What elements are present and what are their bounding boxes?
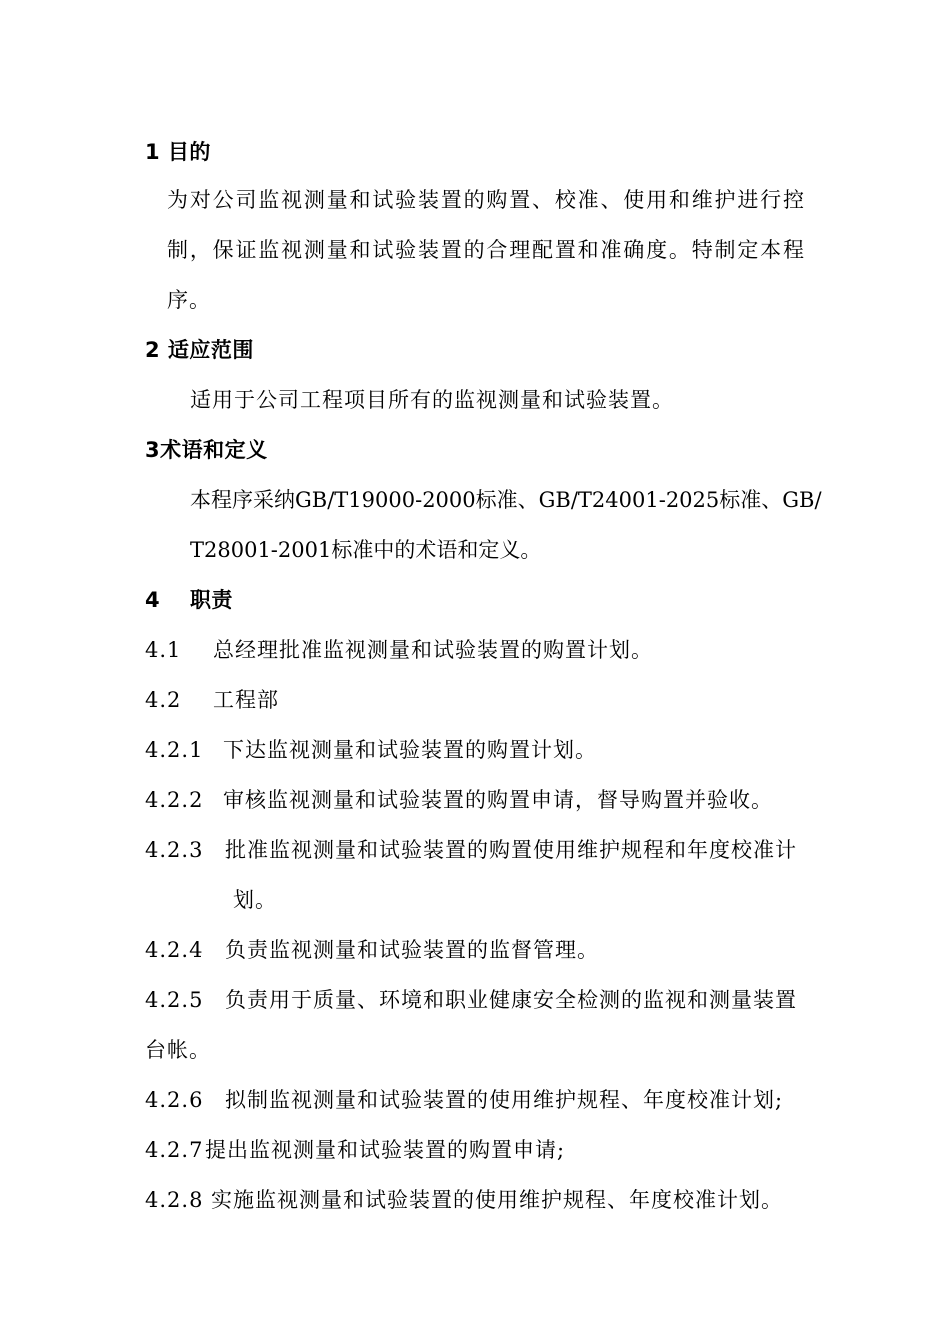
list-item <box>145 836 797 864</box>
paragraph-line: 序。 <box>167 288 211 312</box>
paragraph-line: 适用于公司工程项目所有的监视测量和试验装置。 <box>190 388 674 412</box>
section-heading: 3术语和定义 <box>145 438 268 462</box>
item-number: 4.2.7 <box>145 1138 204 1162</box>
item-text: 工程部 <box>213 688 279 712</box>
item-text: 负责监视测量和试验装置的监督管理。 <box>225 938 599 962</box>
section-heading <box>145 586 233 614</box>
item-text-continuation: 台帐。 <box>145 1038 211 1062</box>
paragraph-line: T28001-2001标准中的术语和定义。 <box>190 538 542 562</box>
item-text: 批准监视测量和试验装置的购置使用维护规程和年度校准计 <box>225 838 797 862</box>
item-number: 4.2.4 <box>145 938 204 962</box>
list-item <box>145 1186 783 1214</box>
list-item <box>145 1136 565 1164</box>
list-item <box>145 1086 783 1114</box>
item-text: 审核监视测量和试验装置的购置申请，督导购置并验收。 <box>223 788 773 812</box>
item-number: 4.2.8 <box>145 1188 204 1212</box>
item-number: 4.1 <box>145 638 182 662</box>
item-text: 总经理批准监视测量和试验装置的购置计划。 <box>213 638 653 662</box>
section-heading: 1 目的 <box>145 140 211 164</box>
item-text: 实施监视测量和试验装置的使用维护规程、年度校准计划。 <box>211 1188 783 1212</box>
item-number: 4.2.6 <box>145 1088 204 1112</box>
list-item <box>145 936 599 964</box>
list-item <box>145 636 653 664</box>
item-number: 4.2.2 <box>145 788 204 812</box>
paragraph-line: 制，保证监视测量和试验装置的合理配置和准确度。特制定本程 <box>167 238 805 262</box>
list-item <box>145 686 279 714</box>
section-heading-text: 职责 <box>189 588 233 612</box>
item-number: 4.2 <box>145 688 182 712</box>
item-text: 负责用于质量、环境和职业健康安全检测的监视和测量装置 <box>225 988 797 1012</box>
item-text: 拟制监视测量和试验装置的使用维护规程、年度校准计划; <box>225 1088 784 1112</box>
section-heading-number: 4 <box>145 588 161 612</box>
item-number: 4.2.3 <box>145 838 204 862</box>
item-text: 提出监视测量和试验装置的购置申请; <box>205 1138 566 1162</box>
item-number: 4.2.5 <box>145 988 204 1012</box>
paragraph-line: 为对公司监视测量和试验装置的购置、校准、使用和维护进行控 <box>167 188 805 212</box>
item-text-continuation: 划。 <box>233 888 277 912</box>
section-heading: 2 适应范围 <box>145 338 254 362</box>
list-item <box>145 786 773 814</box>
list-item <box>145 736 597 764</box>
list-item <box>145 986 797 1014</box>
item-text: 下达监视测量和试验装置的购置计划。 <box>223 738 597 762</box>
paragraph-line: 本程序采纳GB/T19000-2000标准、GB/T24001-2025标准、GB/ <box>190 488 822 512</box>
item-number: 4.2.1 <box>145 738 204 762</box>
